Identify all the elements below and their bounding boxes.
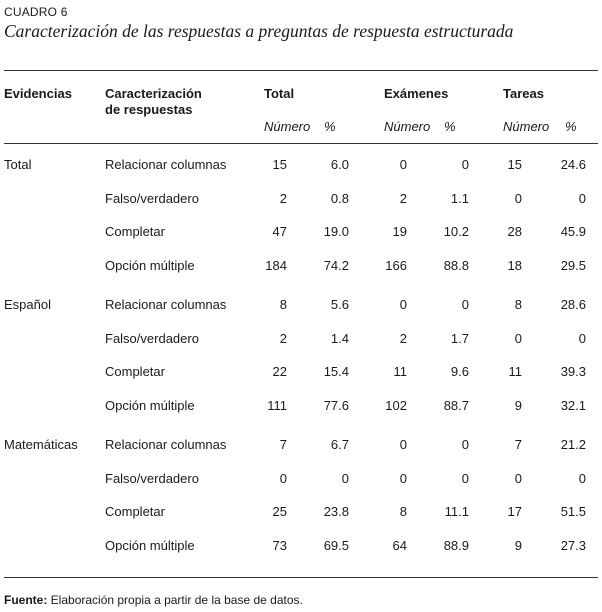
header-rule (4, 143, 598, 144)
group-label: Total (4, 157, 32, 172)
col-header-caracterizacion-line2: de respuestas (105, 102, 193, 117)
cell-e-p: 88.9 (443, 538, 469, 553)
cell-t-n: 25 (272, 504, 287, 519)
top-rule (4, 70, 598, 71)
subheader-tareas-numero: Número (503, 119, 550, 134)
source-label: Fuente: (4, 593, 48, 607)
cell-e-n: 0 (399, 157, 407, 172)
row-label: Falso/verdadero (105, 331, 199, 346)
cell-e-n: 0 (399, 297, 407, 312)
cell-e-n: 19 (392, 224, 407, 239)
cell-t-p: 77.6 (323, 398, 349, 413)
cell-t-n: 0 (279, 471, 287, 486)
subheader-total-pct: % (324, 119, 336, 134)
subheader-tareas-pct: % (565, 119, 577, 134)
cell-t-n: 8 (279, 297, 287, 312)
cell-t-n: 111 (267, 398, 287, 413)
cell-t-p: 19.0 (323, 224, 349, 239)
cell-e-n: 8 (399, 504, 407, 519)
cell-ta-n: 15 (507, 157, 522, 172)
cell-e-n: 0 (399, 471, 407, 486)
cell-t-n: 7 (279, 437, 287, 452)
cell-t-n: 73 (272, 538, 287, 553)
cell-e-p: 11.1 (444, 504, 469, 519)
cell-ta-p: 28.6 (560, 297, 586, 312)
col-header-examenes: Exámenes (384, 86, 449, 101)
cell-e-p: 88.8 (443, 258, 469, 273)
cell-ta-p: 27.3 (560, 538, 586, 553)
cell-e-n: 102 (385, 398, 407, 413)
cell-ta-p: 21.2 (560, 437, 586, 452)
table-title: Caracterización de las respuestas a preguntas de respuesta estructurada (4, 21, 514, 41)
group-label: Matemáticas (4, 437, 78, 452)
cell-e-n: 166 (385, 258, 407, 273)
row-label: Completar (105, 504, 165, 519)
cell-e-p: 9.6 (450, 364, 469, 379)
subheader-examenes-pct: % (444, 119, 456, 134)
cell-ta-p: 24.6 (560, 157, 586, 172)
cell-ta-n: 17 (507, 504, 522, 519)
row-label: Opción múltiple (105, 538, 195, 553)
cell-e-p: 0 (461, 437, 469, 452)
cell-ta-n: 8 (514, 297, 522, 312)
cell-ta-p: 0 (578, 331, 586, 346)
row-label: Falso/verdadero (105, 191, 199, 206)
cell-t-p: 15.4 (323, 364, 349, 379)
bottom-rule (4, 577, 598, 578)
cell-ta-n: 0 (514, 331, 522, 346)
subheader-total-numero: Número (264, 119, 311, 134)
col-header-total: Total (264, 86, 295, 101)
cell-e-p: 0 (461, 157, 469, 172)
cell-ta-p: 29.5 (560, 258, 586, 273)
row-label: Completar (105, 224, 165, 239)
cell-t-p: 6.0 (330, 157, 349, 172)
cell-ta-n: 18 (507, 258, 522, 273)
cell-ta-n: 28 (507, 224, 522, 239)
row-label: Opción múltiple (105, 398, 195, 413)
row-label: Opción múltiple (105, 258, 195, 273)
cell-t-n: 47 (272, 224, 287, 239)
cell-ta-n: 0 (514, 471, 522, 486)
col-header-tareas: Tareas (503, 86, 544, 101)
cell-e-p: 1.1 (450, 191, 469, 206)
cell-ta-n: 11 (508, 364, 522, 379)
cell-e-p: 0 (461, 297, 469, 312)
cell-ta-p: 39.3 (560, 364, 586, 379)
cell-ta-p: 0 (578, 471, 586, 486)
row-label: Falso/verdadero (105, 471, 199, 486)
cell-e-p: 0 (461, 471, 469, 486)
cell-e-n: 2 (399, 191, 407, 206)
cell-t-n: 22 (272, 364, 287, 379)
cell-ta-n: 9 (514, 398, 522, 413)
cell-e-p: 88.7 (443, 398, 469, 413)
cell-ta-p: 45.9 (560, 224, 586, 239)
source-note (4, 593, 303, 607)
col-header-evidencias: Evidencias (4, 86, 72, 101)
cell-t-p: 23.8 (323, 504, 349, 519)
row-label: Completar (105, 364, 165, 379)
row-label: Relacionar columnas (105, 157, 227, 172)
cell-t-p: 1.4 (330, 331, 349, 346)
cell-ta-n: 7 (514, 437, 522, 452)
cell-e-n: 2 (399, 331, 407, 346)
cell-ta-p: 51.5 (560, 504, 586, 519)
cell-ta-p: 32.1 (560, 398, 586, 413)
cell-e-n: 11 (393, 364, 407, 379)
subheader-examenes-numero: Número (384, 119, 431, 134)
cell-t-p: 69.5 (323, 538, 349, 553)
cell-ta-n: 9 (514, 538, 522, 553)
table-label: CUADRO 6 (4, 5, 68, 19)
group-label: Español (4, 297, 51, 312)
row-label: Relacionar columnas (105, 297, 227, 312)
col-header-caracterizacion: Caracterización (105, 86, 202, 101)
cell-t-n: 15 (272, 157, 287, 172)
cell-t-p: 5.6 (330, 297, 349, 312)
cell-e-n: 0 (399, 437, 407, 452)
cell-e-n: 64 (392, 538, 407, 553)
cell-e-p: 1.7 (450, 331, 469, 346)
row-label: Relacionar columnas (105, 437, 227, 452)
cell-ta-n: 0 (514, 191, 522, 206)
cell-t-p: 6.7 (330, 437, 349, 452)
cell-t-p: 0.8 (330, 191, 349, 206)
cell-t-p: 74.2 (323, 258, 349, 273)
cell-t-n: 184 (265, 258, 287, 273)
cell-t-n: 2 (279, 191, 287, 206)
source-text: Elaboración propia a partir de la base de datos. (47, 593, 303, 607)
cell-ta-p: 0 (578, 191, 586, 206)
cell-t-p: 0 (341, 471, 349, 486)
cell-e-p: 10.2 (443, 224, 469, 239)
cell-t-n: 2 (279, 331, 287, 346)
